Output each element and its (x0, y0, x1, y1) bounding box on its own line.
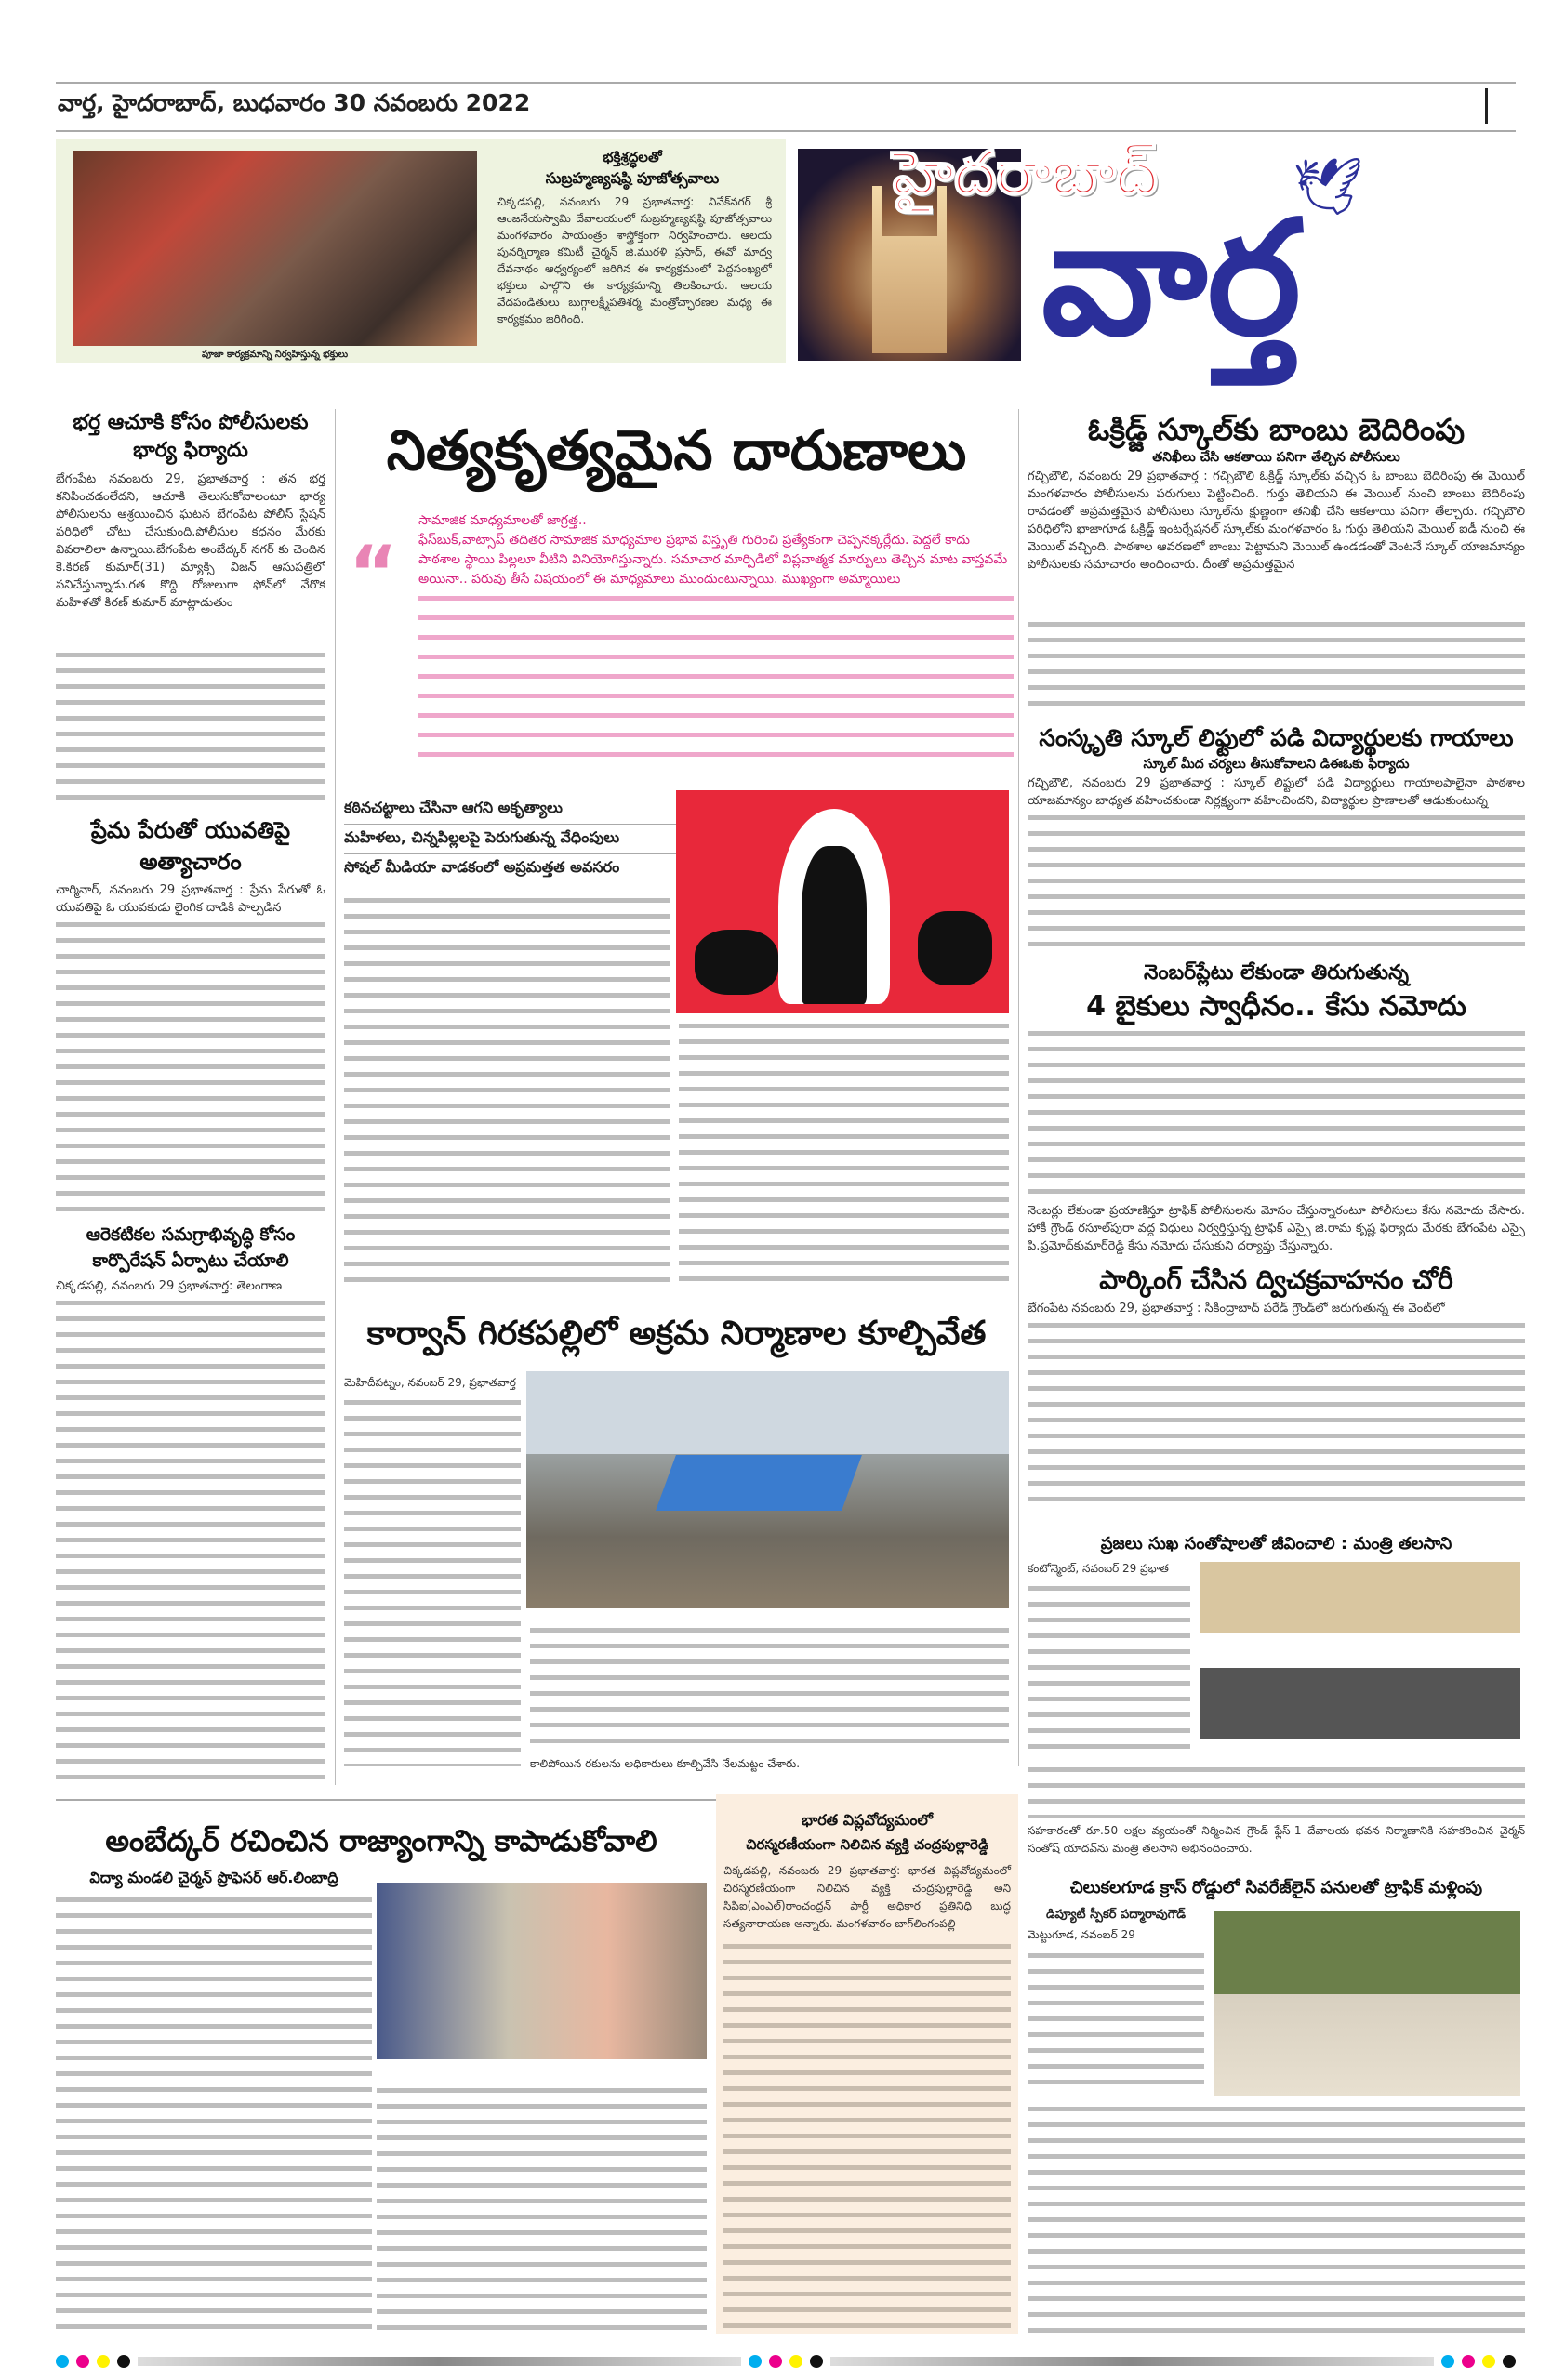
text-block (530, 1622, 1009, 1752)
text-block (418, 589, 1014, 766)
dove-icon: 🕊 (1293, 154, 1364, 219)
text-block (56, 1892, 372, 2334)
story-body: గచ్చిబౌలి, నవంబరు 29 ప్రభాతవార్త : గచ్చిబౌలి ఓక్రిడ్జ్ స్కూల్‌కు వచ్చిన ఓ బాంబు బెదిరింపు ఈ మెయిల్ మంగళవారం పోలీసులను పరుగులు పెట్టించింది. గుర్తు తెలియని ఈ మెయిల్ నుంచి బాంబు బెదిరింపు రావడంతో అప్రమత్తమైన పోలీసులు స్కూల్‌ను క్షుణ్ణంగా తనిఖీ చేసి ఆకతాయి పనిగా తేల్చారు. గచ్చిబౌలి పరిధిలోని ఖాజాగూడ ఓక్రిడ్జ్ ఇంటర్నేషనల్ స్కూల్‌కు మంగళవారం ఓ గుర్తు తెలియని మెయిల్ ఐడీ నుంచి ఈ మెయిల్ వచ్చింది. పాఠశాల ఆవరణలో బాంబు పెట్టామని మెయిల్ ఉండడంతో వెంటనే స్కూల్ యాజమాన్యం పోలీసులకు సమాచారం అందించారు. దీంతో అప్రమత్తమైన (1028, 469, 1525, 572)
text-block (56, 917, 325, 1214)
headline: నెంబర్‌ప్లేటు లేకుండా తిరుగుతున్న (1144, 961, 1409, 985)
subhead: తనిఖీలు చేసి ఆకతాయి పనిగా తేల్చిన పోలీసులు (1152, 450, 1400, 465)
traffic-photo (1214, 1911, 1520, 2096)
column-divider (335, 409, 336, 1785)
text-block (377, 2082, 707, 2334)
text-block (1028, 616, 1525, 714)
headline: భక్తిశ్రద్ధలతో (603, 149, 662, 165)
subhead: స్కూల్ మీద చర్యలు తీసుకోవాలని డిఈఓకు ఫిర్యాదు (1143, 757, 1410, 772)
headline: ప్రజలు సుఖ సంతోషాలతో జీవించాలి : మంత్రి తలసాని (1100, 1534, 1452, 1554)
text-block (1028, 1025, 1525, 1202)
minister-photo (1200, 1562, 1520, 1739)
text-block (344, 892, 670, 1292)
photo-caption: పూజా కార్యక్రమాన్ని నిర్వహిస్తున్న భక్తులు (201, 350, 349, 360)
text-block (1028, 1948, 1204, 2096)
story-tail: నెంబర్లు లేకుండా ప్రయాణిస్తూ ట్రాఫిక్ పోలీసులను మోసం చేస్తున్నారంటూ పోలీసులు కేసు నమోదు చేసారు. హాకీ గ్రౌండ్ రసూల్‌పురా వద్ద విధులు నిర్వర్తిస్తున్న ట్రాఫిక్ ఎస్సై జి.రామ కృష్ణ ఫిర్యాదు మేరకు బేగంపేట ఎస్సై పి.ప్రమోద్‌కుమార్‌రెడ్డి కేసు నమోదు చేసుకుని దర్యాప్తు చేస్తున్నారు. (1028, 1204, 1525, 1253)
story-body: బేగంపేట నవంబరు 29, ప్రభాతవార్త : సికింద్రాబాద్ పరేడ్ గ్రౌండ్‌లో జరుగుతున్న ఈ వెంట్‌లో (1028, 1302, 1445, 1316)
text-block (1028, 1317, 1525, 1503)
top-rule (56, 82, 1516, 84)
masthead-logo: వార్త (1041, 187, 1301, 371)
left-column (56, 409, 325, 1788)
quote-title: సామాజిక మాధ్యమాలతో జాగ్రత్త.. (418, 513, 587, 528)
masthead-top: హైదరాబాద్ (893, 139, 1159, 208)
subhead: డిప్యూటీ స్పీకర్ పద్మారావుగౌడ్ (1045, 1908, 1187, 1922)
text-block (1028, 1762, 1525, 1818)
headline: సుబ్రహ్మణ్యషష్ఠి పూజోత్సవాలు (545, 169, 720, 187)
dateline: వార్త, హైదరాబాద్, బుధవారం 30 నవంబరు 2022 (58, 89, 531, 116)
lead-headline: నిత్యకృత్యమైన దారుణాలు (386, 418, 967, 483)
text-block (1028, 1580, 1190, 1757)
headline: చిరస్మరణీయంగా నిలిచిన వ్యక్తి చంద్రపుల్లారెడ్డి (745, 1836, 989, 1853)
lead-subheads (344, 795, 679, 883)
subhead: మహిళలు, చిన్నపిల్లలపై పెరుగుతున్న వేధింపులు (344, 825, 679, 854)
story-body: చిక్కడపల్లి, నవంబరు 29 ప్రభాతవార్త: భారత విప్లవోద్యమంలో చిరస్మరణీయంగా నిలిచిన వ్యక్తి చంద్రపుల్లారెడ్డి అని సిపిఐ(ఎంఎల్)రాంచంద్రన్ పార్టీ అధికార ప్రతినిధి బుద్ధ సత్యనారాయణ అన్నారు. మంగళవారం బాగ్‌లింగంపల్లి (723, 1864, 1011, 1930)
headline: సంస్కృతి స్కూల్ లిఫ్టులో పడి విద్యార్థులకు గాయాలు (1039, 724, 1514, 751)
headline: 4 బైకులు స్వాధీనం.. కేసు నమోదు (1086, 990, 1466, 1023)
story-tail: సహకారంతో రూ.50 లక్షల వ్యయంతో నిర్మించిన గ్రౌండ్ ఫ్లేస్-1 దేవాలయ భవన నిర్మాణానికి సహకరించిన చైర్మన్ సంతోష్ యాదవ్‌ను మంత్రి తలసాని అభినందించారు. (1028, 1824, 1525, 1855)
story-body: చార్మినార్, నవంబరు 29 ప్రభాతవార్త : ప్రేమ పేరుతో ఓ యువతిపై ఓ యువకుడు లైంగిక దాడికి పాల్పడిన (56, 883, 325, 915)
right-column (1028, 409, 1525, 1503)
page-marker (1485, 88, 1488, 124)
top-story-panel (56, 139, 786, 363)
demolition-photo (526, 1371, 1009, 1608)
story-body: మెట్టుగూడ, నవంబర్ 29 (1028, 1928, 1135, 1941)
headline: అంబేద్కర్ రచించిన రాజ్యాంగాన్ని కాపాడుకోవాలి (105, 1823, 657, 1858)
text-block (56, 647, 325, 805)
story-body: కంటోన్మెంట్, నవంబర్ 29 ప్రభాత (1028, 1562, 1169, 1575)
headline: భారత విప్లవోద్యమంలో (802, 1811, 933, 1829)
headline: చిలుకలగూడ క్రాస్ రోడ్డులో సివరేజ్‌లైన్ పనులతో ట్రాఫిక్ మళ్లింపు (1069, 1878, 1483, 1897)
headline: కార్వాన్ గిరకపల్లిలో అక్రమ నిర్మాణాల కూల్చివేత (366, 1315, 987, 1353)
quote-icon: “ (349, 530, 398, 616)
chandra-box (716, 1794, 1018, 2334)
story-body: గచ్చిబౌలి, నవంబరు 29 ప్రభాతవార్త : స్కూల్ లిఫ్టులో పడి విద్యార్థులు గాయాలపాలైనా పాఠశాల యాజమాన్యం బాధ్యత వహించకుండా నిర్లక్ష్యంగా వహించిందని, విద్యార్థుల ప్రాణాలతో ఆడుకుంటున్న (1028, 776, 1525, 808)
story-body: బేగంపేట నవంబరు 29, ప్రభాతవార్త : తన భర్త కనిపించడంలేదని, ఆచూకి తెలుసుకోవాలంటూ భార్య పోలీసులను ఆశ్రయించిన ఘటన బేగంపేట పోలీస్ స్టేషన్ పరిధిలో చోటు చేసుకుంది.పోలీసుల కధనం మేరకు వివరాలిలా ఉన్నాయి.బేగంపేట అంబేద్కర్ నగర్ కు చెందిన కె.కిరణ్ కుమార్(31) మ్యాక్సి విజన్ ఆసుపత్రిలో పనిచేస్తున్నాడు.గత కొద్ది రోజులుగా ఫోన్‌లో వేరొక మహిళతో కిరణ్ కుమార్ మాట్లాడుతుం (56, 472, 325, 610)
text-block (1028, 2101, 1525, 2334)
story-body: చిక్కడపల్లి, నవంబరు 29 ప్రభాతవార్త: తెలంగాణ (56, 1279, 283, 1293)
quote-body: ఫేస్‌బుక్,వాట్సాప్ తదితర సామాజిక మాధ్యమాల ప్రభావ విస్తృతి గురించి ప్రత్యేకంగా చెప్పనక్కర్లేదు. పెద్దలే కాదు పాఠశాల స్థాయి పిల్లలూ వీటిని వినియోగిస్తున్నారు. సమాచార మార్పిడిలో విప్లవాత్మక మార్పులు తెచ్చిన మాట వాస్తవమే అయినా.. పరువు తీసే విషయంలో ఈ మాధ్యమాలు ముందుంటున్నాయి. ముఖ్యంగా అమ్మాయిలు (418, 533, 1008, 587)
subhead: కఠినచట్టాలు చేసినా ఆగని అకృత్యాలు (344, 795, 679, 825)
text-block (723, 1938, 1011, 2329)
pooja-photo (73, 151, 477, 346)
subhead: సోషల్ మీడియా వాడకంలో అప్రమత్తత అవసరం (344, 858, 620, 876)
headline: పార్కింగ్ చేసిన ద్విచక్రవాహనం చోరీ (1099, 1264, 1453, 1295)
illustration (676, 790, 1009, 1013)
ambedkar-event-photo (377, 1883, 707, 2059)
text-block (1028, 810, 1525, 949)
headline: ఓక్రిడ్జ్ స్కూల్‌కు బాంబు బెదిరింపు (1087, 412, 1466, 447)
text-block (344, 1395, 521, 1766)
print-color-bar (56, 2354, 1516, 2369)
story-body: మెహిదీపట్నం, నవంబర్ 29, ప్రభాతవార్త (344, 1376, 516, 1389)
headline: ఆరెకటికల సమగ్రాభివృద్ధి కోసం కార్పొరేషన్ ఏర్పాటు చేయాలి (86, 1224, 296, 1271)
text-block (679, 1018, 1009, 1292)
header-rule (56, 130, 1516, 132)
subhead: విద్యా మండలి చైర్మన్ ప్రొఫెసర్ ఆర్.లింబాద్రి (89, 1869, 338, 1886)
column-divider (1018, 409, 1019, 1766)
headline: భర్త ఆచూకి కోసం పోలీసులకు భార్య ఫిర్యాదు (73, 411, 309, 462)
story-body: చిక్కడపల్లి, నవంబరు 29 ప్రభాతవార్త: వివేక్‌నగర్ శ్రీ ఆంజనేయస్వామి దేవాలయంలో సుబ్రహ్మణ్యషష్ఠి పూజోత్సవాలు మంగళవారం సాయంత్రం శాస్త్రోక్తంగా నిర్వహించారు. ఆలయ పునర్నిర్మాణ కమిటీ చైర్మన్ జి.మురళి ప్రసాద్, ఈవో మాధ్వ దేవనాథం ఆధ్వర్యంలో జరిగిన ఈ కార్యక్రమంలో పెద్దసంఖ్యలో భక్తులు పాల్గొని ఈ కార్యక్రమాన్ని తిలకించారు. ఆలయ వేదపండితులు బుగ్గాలక్ష్మీపతిశర్మ మంత్రోచ్ఛారణల మధ్య ఈ కార్యక్రమం జరిగింది. (497, 195, 772, 325)
text-block (56, 1295, 325, 1788)
headline: ప్రేమ పేరుతో యువతిపై అత్యాచారం (90, 817, 291, 875)
lead-quote (418, 511, 1014, 766)
story-tail: కాలిపోయిన రకులను అధికారులు కూల్చివేసి నేలమట్టం చేశారు. (530, 1757, 801, 1770)
